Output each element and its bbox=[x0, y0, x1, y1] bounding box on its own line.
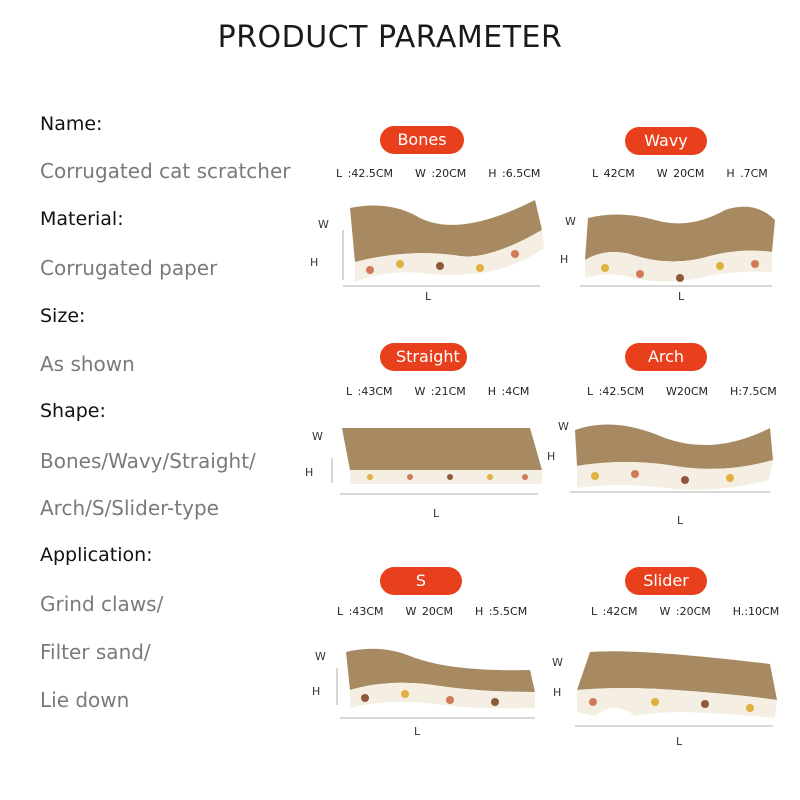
spec-value-application-1: Grind claws/ bbox=[40, 592, 164, 616]
dim-length: L :43CM bbox=[337, 605, 384, 618]
spec-label-application: Application: bbox=[40, 544, 153, 566]
dim-height: H .7CM bbox=[726, 167, 768, 180]
dim-length: L :42.5CM bbox=[336, 167, 393, 180]
spec-value-shape-1: Bones/Wavy/Straight/ bbox=[40, 449, 256, 473]
label-w: W bbox=[318, 218, 329, 231]
dim-length: L :42.5CM bbox=[587, 385, 644, 398]
spec-value-application-3: Lie down bbox=[40, 688, 130, 712]
wavy-scratcher-image bbox=[560, 190, 785, 300]
label-h: H bbox=[560, 253, 569, 266]
spec-label-size: Size: bbox=[40, 305, 86, 327]
dim-width: W 20CM bbox=[405, 605, 454, 618]
dims-straight bbox=[346, 385, 551, 398]
dims-s bbox=[337, 605, 549, 618]
page-title: PRODUCT PARAMETER bbox=[217, 20, 563, 55]
label-w: W bbox=[315, 650, 326, 663]
label-h: H bbox=[305, 466, 314, 479]
label-l: L bbox=[677, 514, 684, 527]
dim-width: W :20CM bbox=[415, 167, 467, 180]
spec-value-application-2: Filter sand/ bbox=[40, 640, 151, 664]
dim-height: H.:10CM bbox=[732, 605, 780, 618]
dims-wavy bbox=[592, 167, 790, 180]
slider-scratcher-image bbox=[555, 630, 785, 730]
dims-arch bbox=[587, 385, 799, 398]
spec-label-material: Material: bbox=[40, 208, 124, 230]
dim-width: W :20CM bbox=[659, 605, 711, 618]
product-pill-arch: Arch bbox=[625, 343, 707, 371]
label-h: H bbox=[310, 256, 319, 269]
label-h: H bbox=[553, 686, 562, 699]
product-pill-straight: Straight bbox=[380, 343, 467, 371]
dim-length: L :43CM bbox=[346, 385, 393, 398]
spec-label-name: Name: bbox=[40, 113, 103, 135]
label-l: L bbox=[676, 735, 683, 748]
label-l: L bbox=[414, 725, 421, 738]
label-w: W bbox=[312, 430, 323, 443]
label-l: L bbox=[433, 507, 440, 520]
dim-width: W20CM bbox=[666, 385, 709, 398]
spec-value-size: As shown bbox=[40, 352, 135, 376]
product-pill-slider: Slider bbox=[625, 567, 707, 595]
spec-label-shape: Shape: bbox=[40, 400, 106, 422]
s-scratcher-image bbox=[310, 630, 550, 730]
dims-slider bbox=[591, 605, 800, 618]
dims-bones bbox=[336, 167, 562, 180]
label-w: W bbox=[558, 420, 569, 433]
dim-height: H:7.5CM bbox=[730, 385, 777, 398]
label-w: W bbox=[565, 215, 576, 228]
label-l: L bbox=[678, 290, 685, 303]
label-h: H bbox=[547, 450, 556, 463]
dim-width: W :21CM bbox=[414, 385, 466, 398]
label-l: L bbox=[425, 290, 432, 303]
product-pill-bones: Bones bbox=[380, 126, 464, 154]
product-pill-s: S bbox=[380, 567, 462, 595]
arch-scratcher-image bbox=[555, 408, 785, 508]
dim-length: L :42CM bbox=[591, 605, 638, 618]
dim-width: W 20CM bbox=[656, 167, 705, 180]
dim-height: H :5.5CM bbox=[475, 605, 528, 618]
spec-value-shape-2: Arch/S/Slider-type bbox=[40, 496, 219, 520]
label-h: H bbox=[312, 685, 321, 698]
spec-value-name: Corrugated cat scratcher bbox=[40, 159, 291, 183]
dim-length: L 42CM bbox=[592, 167, 635, 180]
dim-height: H :6.5CM bbox=[488, 167, 541, 180]
spec-value-material: Corrugated paper bbox=[40, 256, 218, 280]
dim-height: H :4CM bbox=[487, 385, 530, 398]
straight-scratcher-image bbox=[320, 408, 550, 508]
product-pill-wavy: Wavy bbox=[625, 127, 707, 155]
label-w: W bbox=[552, 656, 563, 669]
